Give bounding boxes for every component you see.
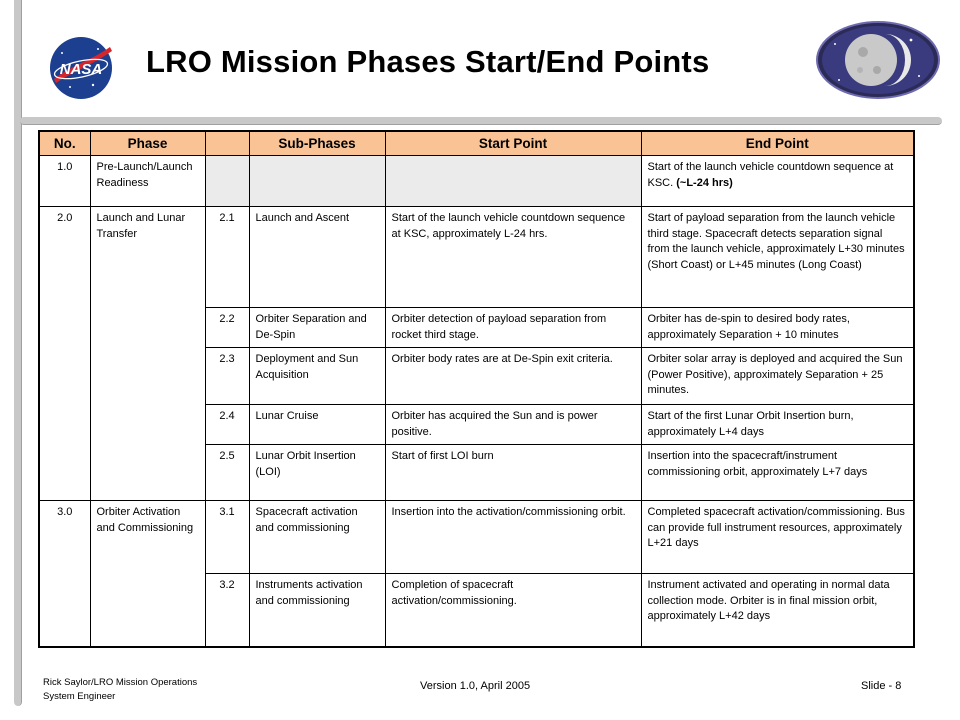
left-decorative-bar [14,0,22,706]
empty-cell [385,156,641,207]
subphase-name: Instruments activation and commissioning [249,574,385,647]
subphase-number: 2.1 [205,207,249,308]
footer-author-line2: System Engineer [43,691,116,702]
phase-name: Orbiter Activation and Commissioning [90,501,205,647]
phase-number: 1.0 [39,156,90,207]
subphase-number: 2.3 [205,348,249,405]
end-point: Orbiter has de-spin to desired body rates, approximately Separation + 10 minutes [641,308,914,348]
footer-version: Version 1.0, April 2005 [420,680,531,692]
start-point: Completion of spacecraft activation/commissioning. [385,574,641,647]
phase-name: Pre-Launch/Launch Readiness [90,156,205,207]
header-divider-bar [20,117,942,125]
header-end-point: End Point [641,131,914,156]
mission-phases-table [38,130,915,648]
end-point-text: Start of the launch vehicle countdown sequence at KSC. [647,161,894,189]
end-point: Start of the first Lunar Orbit Insertion burn, approximately L+4 days [641,405,914,445]
empty-cell [205,156,249,207]
header-subphase-no [205,131,249,156]
footer-author-line1: Rick Saylor/LRO Mission Operations [43,677,198,688]
start-point: Start of first LOI burn [385,445,641,501]
start-point: Insertion into the activation/commissioning orbit. [385,501,641,574]
end-point: Start of payload separation from the launch vehicle third stage. Spacecraft detects separation signal from the launch vehicle, approximately L+30 minutes (Short Coast) or L+45 minutes (Long Coast) [641,207,914,308]
phase-name: Launch and Lunar Transfer [90,207,205,501]
table-row [39,501,914,574]
empty-cell [249,156,385,207]
end-point: Completed spacecraft activation/commissioning. Bus can provide full instrument resources, approximately L+21 days [641,501,914,574]
start-point: Orbiter has acquired the Sun and is power positive. [385,405,641,445]
header-subphases: Sub-Phases [249,131,385,156]
subphase-name: Launch and Ascent [249,207,385,308]
nasa-logo-icon [48,35,114,101]
subphase-name: Orbiter Separation and De-Spin [249,308,385,348]
end-point: Instrument activated and operating in normal data collection mode. Orbiter is in final mission orbit, approximately L+42 days [641,574,914,647]
subphase-number: 2.5 [205,445,249,501]
table-row [39,207,914,308]
subphase-name: Deployment and Sun Acquisition [249,348,385,405]
subphase-number: 3.2 [205,574,249,647]
table-row [39,156,914,207]
header-phase: Phase [90,131,205,156]
end-point-emphasis: (~L-24 hrs) [676,176,733,189]
subphase-name: Spacecraft activation and commissioning [249,501,385,574]
table-header-row [39,131,914,156]
subphase-name: Lunar Cruise [249,405,385,445]
phase-number: 3.0 [39,501,90,647]
lro-mission-logo-icon [815,20,941,100]
header-start-point: Start Point [385,131,641,156]
start-point: Orbiter detection of payload separation from rocket third stage. [385,308,641,348]
footer-slide-number: Slide - 8 [861,680,902,692]
subphase-name: Lunar Orbit Insertion (LOI) [249,445,385,501]
subphase-number: 2.2 [205,308,249,348]
end-point: Insertion into the spacecraft/instrument commissioning orbit, approximately L+7 days [641,445,914,501]
page-title: LRO Mission Phases Start/End Points [146,44,710,79]
subphase-number: 2.4 [205,405,249,445]
end-point [641,156,914,207]
end-point: Orbiter solar array is deployed and acquired the Sun (Power Positive), approximately Separation + 25 minutes. [641,348,914,405]
start-point: Orbiter body rates are at De-Spin exit criteria. [385,348,641,405]
header-no: No. [39,131,90,156]
nasa-logo-text: NASA [59,61,103,78]
phase-number: 2.0 [39,207,90,501]
subphase-number: 3.1 [205,501,249,574]
start-point: Start of the launch vehicle countdown sequence at KSC, approximately L-24 hrs. [385,207,641,308]
footer-author [43,676,197,704]
